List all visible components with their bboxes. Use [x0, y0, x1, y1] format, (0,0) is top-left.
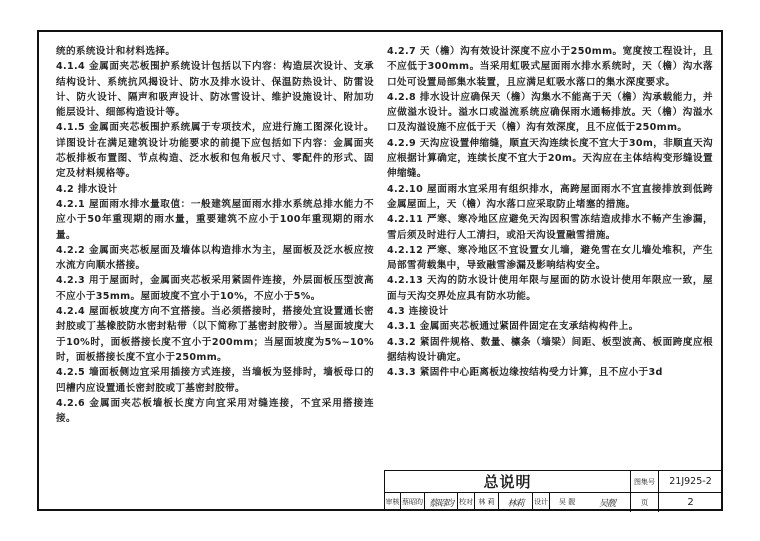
designer-name: 吴 靓: [558, 498, 576, 506]
design-label: 设计: [533, 493, 550, 511]
designer-signature: 吴靓: [598, 498, 615, 509]
atlas-number-label: 图集号: [634, 477, 655, 486]
paragraph: 4.3.1 金属面夹芯板通过紧固件固定在支承结构构件上。: [387, 321, 639, 333]
proofreader-signature: 林莉: [499, 493, 533, 511]
paragraph: 4.2.3 用于屋面时，金属面夹芯板采用紧固件连接，外层面板压型波高不应小于35mm。屋面坡度不宜小于10%，不应小于5%。: [56, 275, 374, 302]
paragraph: 4.2.13 天沟的防水设计使用年限与屋面的防水设计使用年限应一致，屋面与天沟交界处应具有防水功能。: [387, 275, 713, 302]
paragraph: 4.2.2 金属面夹芯板屋面及墙体以构造排水为主，屋面板及泛水板应按水流方向顺水搭接。: [56, 244, 374, 272]
paragraph: 4.3.3 紧固件中心距离板边缘按结构受力计算，且不应小于3d: [387, 367, 663, 379]
paragraph: 4.2.1 屋面雨水排水量取值：一般建筑屋面雨水排水系统总排水能力不应小于50年重现期的雨水量，重要建筑不应小于100年重现期的雨水量。: [56, 198, 374, 241]
left-text-column: [56, 44, 374, 426]
page-label: 页: [640, 497, 649, 507]
page-number: 2: [687, 496, 694, 508]
section-heading: 4.2 排水设计: [56, 183, 118, 195]
proof-label: 校对: [458, 493, 475, 511]
paragraph: 4.2.5 墙面板侧边宜采用插接方式连接，当墙板为竖排时，墙板母口的凹槽内应设置通长密封胶或丁基密封胶带。: [56, 367, 374, 394]
signature-row: [385, 493, 630, 511]
title-block: [384, 470, 723, 511]
paragraph: 4.2.6 金属面夹芯板墙板长度方向宜采用对缝连接，不宜采用搭接连接。: [56, 397, 374, 425]
paragraph: 4.2.11 严寒、寒冷地区应避免天沟因积雪冻结造成排水不畅产生渗漏，雪后须及时进行人工清扫，或沿天沟设置融雪措施。: [387, 214, 713, 241]
paragraph: 4.1.5 金属面夹芯板围护系统属于专项技术，应进行施工图深化设计。详图设计在满足建筑设计功能要求的前提下应包括如下内容：金属面夹芯板排板布置图、节点构造、泛水板和包角板尺寸、零配件的形式、固定及材料规格等。: [56, 122, 374, 180]
paragraph: 4.2.12 严寒、寒冷地区不宜设置女儿墙，避免雪在女儿墙处堆积，产生局部雪荷载集中，导致融雪渗漏及影响结构安全。: [387, 244, 713, 272]
proofreader-name: 林 莉: [475, 493, 499, 511]
section-heading: 4.3 连接设计: [387, 306, 449, 318]
paragraph: 4.2.4 屋面板坡度方向不宜搭接。当必须搭接时，搭接处宜设置通长密封胶或丁基橡胶防水密封粘带（以下简称丁基密封胶带）。当屋面坡度大于10%时，面板搭接长度不宜小于200mm；当屋面坡度为5%~10%时，面板搭接长度不宜小于250mm。: [56, 306, 374, 363]
drawing-title: 总说明: [483, 473, 532, 491]
reviewer-name: 蔡昭昀: [401, 493, 425, 511]
reviewer-signature: 蔡昭昀: [425, 493, 458, 511]
paragraph: 4.2.10 屋面雨水宜采用有组织排水，高跨屋面雨水不宜直接排放到低跨金属屋面上，天（檐）沟水落口应采取防止堵塞的措施。: [387, 183, 713, 210]
paragraph: 4.3.2 紧固件规格、数量、檩条（墙梁）间距、板型波高、板面跨度应根据结构设计确定。: [387, 336, 713, 363]
paragraph: 4.1.4 金属面夹芯板围护系统设计包括以下内容：构造层次设计、支承结构设计、系统抗风揭设计、防水及排水设计、保温防热设计、防雷设计、防火设计、隔声和吸声设计、防冰雪设计、维护设施设计、附加功能层设计、细部构造设计等。: [56, 61, 374, 119]
paragraph: 4.2.8 排水设计应确保天（檐）沟集水不能高于天（檐）沟承载能力，并应做溢水设计。溢水口或溢流系统应确保雨水通畅排放。天（檐）沟溢水口及沟溢设施不应低于天（檐）沟有效深度，且不应低于250mm。: [387, 91, 713, 134]
paragraph: 4.2.7 天（檐）沟有效设计深度不应小于250mm。宽度按工程设计，且不应低于300mm。当采用虹吸式屋面雨水排水系统时，天（檐）沟水落口处可设置局部集水装置，且应满足虹吸水落口的集水深度要求。: [387, 46, 713, 88]
paragraph: 4.2.9 天沟应设置伸缩缝，顺直天沟连续长度不宜大于30m，非顺直天沟应根据计算确定，连续长度不宜大于20m。天沟应在主体结构变形缝设置伸缩缝。: [387, 137, 713, 180]
review-label: 审核: [385, 493, 401, 511]
paragraph: 统的系统设计和材料选择。: [56, 46, 176, 57]
right-text-column: [387, 44, 713, 381]
atlas-number: 21J925-2: [669, 476, 712, 487]
